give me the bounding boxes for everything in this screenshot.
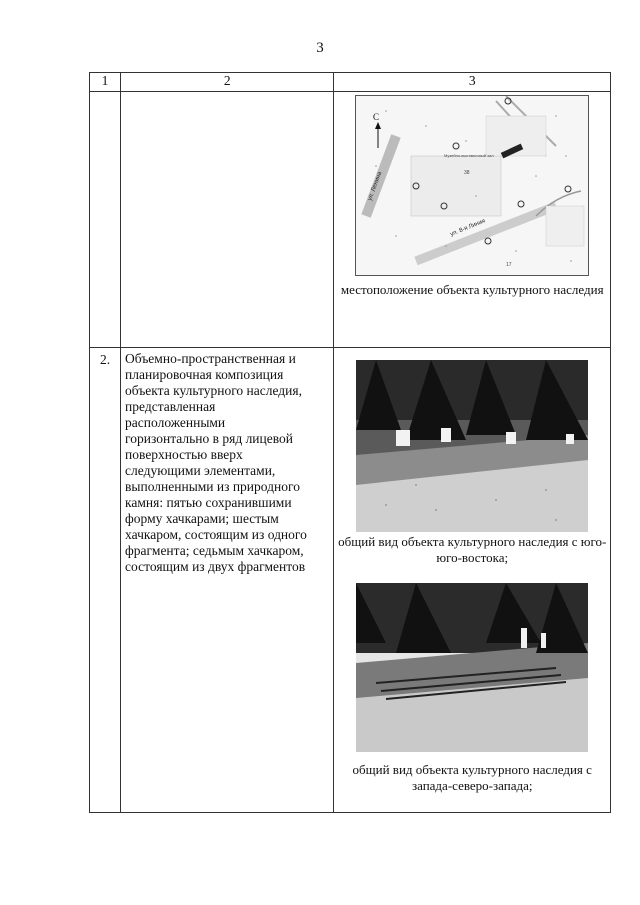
description-line: горизонтально в ряд лицевой	[125, 431, 294, 446]
map-number-b: 17	[506, 262, 512, 268]
monument-table	[89, 72, 611, 813]
table-row-composition	[90, 348, 611, 813]
row2-images-cell	[334, 348, 611, 813]
page-number: 3	[316, 40, 324, 56]
description-line: следующими элементами,	[125, 463, 276, 478]
north-label: С	[373, 112, 380, 122]
description-line: планировочная композиция	[125, 367, 284, 382]
description-line: камня: пятью сохранившими	[125, 495, 292, 510]
description-line: Объемно-пространственная и	[125, 351, 296, 366]
header-col-3: 3	[334, 73, 611, 92]
photo-caption-2: общий вид объекта культурного наследия с запада-северо-запада;	[352, 762, 592, 793]
description-line: объекта культурного наследия,	[125, 383, 302, 398]
row2-description	[121, 348, 334, 813]
table-row-map	[90, 92, 611, 348]
location-map	[355, 95, 589, 276]
row1-description-cell	[121, 92, 334, 348]
row1-number-cell	[90, 92, 121, 348]
photo-caption-1: общий вид объекта культурного наследия с юго-юго-востока;	[338, 534, 607, 565]
row2-number: 2.	[90, 348, 121, 813]
description-line: форму хачкарами; шестым	[125, 511, 279, 526]
photo-south-south-east	[356, 360, 588, 532]
header-col-2: 2	[121, 73, 334, 92]
street-label-8-liniya: ул. 8-я Линия	[449, 218, 487, 238]
description-line: выполненными из природного	[125, 479, 300, 494]
street-label-lenina: ул. Ленина	[367, 171, 384, 202]
row1-image-cell	[334, 92, 611, 348]
description-line: поверхностью вверх	[125, 447, 243, 462]
description-line: фрагмента; седьмым хачкаром,	[125, 543, 304, 558]
poi-label-museum: Музейно-выставочный зал	[444, 153, 494, 158]
description-line: состоящим из двух фрагментов	[125, 559, 306, 574]
photo-west-north-west	[356, 583, 588, 752]
map-caption: местоположение объекта культурного наследия	[340, 282, 604, 297]
description-line: представленная	[125, 399, 216, 414]
header-col-1: 1	[90, 73, 121, 92]
description-line: хачкаром, состоящим из одного	[125, 527, 307, 542]
table-header-row	[90, 73, 611, 92]
map-number-a: 38	[464, 170, 470, 176]
description-line: расположенными	[125, 415, 226, 430]
